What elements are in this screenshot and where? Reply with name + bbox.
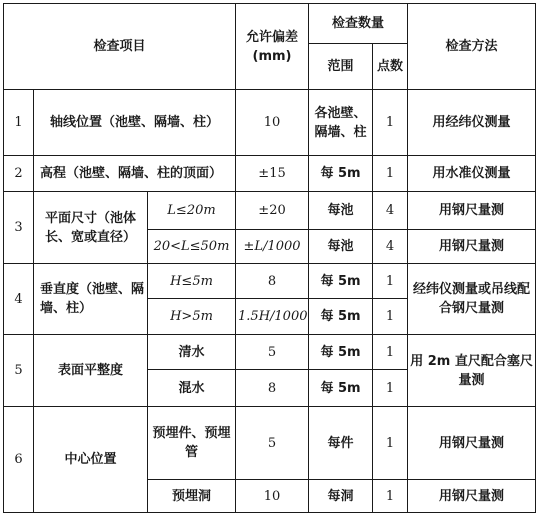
row3-sub1-method: 用钢尺量测: [408, 192, 536, 230]
row4-sub2-condition: H>5m: [148, 299, 236, 335]
row6-sub1-method: 用钢尺量测: [408, 407, 536, 480]
row4-sub2-range: 每 5m: [309, 299, 373, 335]
row5-sub1-condition: 清水: [148, 335, 236, 370]
row6-sub1-range: 每件: [309, 407, 373, 480]
row3-sub2-tolerance: ±L/1000: [236, 230, 309, 264]
row6-sub1-condition: 预埋件、预埋管: [148, 407, 236, 480]
row6-sub1-points: 1: [373, 407, 408, 480]
row6-item: 中心位置: [34, 407, 148, 513]
row4-no: 4: [4, 264, 34, 335]
row3-sub2-condition: 20<L≤50m: [148, 230, 236, 264]
row2-range: 每 5m: [309, 156, 373, 192]
header-tolerance-label: 允许偏差: [246, 29, 299, 45]
row3-sub1-tolerance: ±20: [236, 192, 309, 230]
row1-method: 用经纬仪测量: [408, 90, 536, 156]
row4-method: 经纬仪测量或吊线配合钢尺量测: [408, 264, 536, 335]
row4-sub1-range: 每 5m: [309, 264, 373, 299]
row3-sub2-range: 每池: [309, 230, 373, 264]
row4-sub1-condition: H≤5m: [148, 264, 236, 299]
row4-item: 垂直度（池壁、隔墙、柱）: [34, 264, 148, 335]
row3-sub1-points: 4: [373, 192, 408, 230]
row1-item: 轴线位置（池壁、隔墙、柱）: [34, 90, 236, 156]
row3-sub1-condition: L≤20m: [148, 192, 236, 230]
row6-sub2-range: 每洞: [309, 480, 373, 513]
row5-sub1-points: 1: [373, 335, 408, 370]
row5-sub1-tolerance: 5: [236, 335, 309, 370]
row3-item: 平面尺寸（池体长、宽或直径）: [34, 192, 148, 264]
row5-sub2-condition: 混水: [148, 370, 236, 407]
row1-tolerance: 10: [236, 90, 309, 156]
row1-range: 各池壁、隔墙、柱: [309, 90, 373, 156]
row6-sub2-condition: 预埋洞: [148, 480, 236, 513]
row6-no: 6: [4, 407, 34, 513]
row2-points: 1: [373, 156, 408, 192]
row5-sub2-tolerance: 8: [236, 370, 309, 407]
row6-sub1-tolerance: 5: [236, 407, 309, 480]
header-item: 检查项目: [4, 4, 236, 90]
row4-sub1-points: 1: [373, 264, 408, 299]
row5-sub2-points: 1: [373, 370, 408, 407]
header-range: 范围: [309, 44, 373, 90]
row2-tolerance: ±15: [236, 156, 309, 192]
row1-no: 1: [4, 90, 34, 156]
header-tolerance: [236, 4, 309, 90]
header-tolerance-unit: (mm): [252, 48, 292, 64]
row5-sub2-range: 每 5m: [309, 370, 373, 407]
row3-no: 3: [4, 192, 34, 264]
row6-sub2-tolerance: 10: [236, 480, 309, 513]
row5-method: 用 2m 直尺配合塞尺量测: [408, 335, 536, 407]
row2-item: 高程（池壁、隔墙、柱的顶面）: [34, 156, 236, 192]
row6-sub2-method: 用钢尺量测: [408, 480, 536, 513]
row4-sub1-tolerance: 8: [236, 264, 309, 299]
header-method: 检查方法: [408, 4, 536, 90]
row5-item: 表面平整度: [34, 335, 148, 407]
row3-sub2-method: 用钢尺量测: [408, 230, 536, 264]
row2-method: 用水准仪测量: [408, 156, 536, 192]
row1-points: 1: [373, 90, 408, 156]
header-points: 点数: [373, 44, 408, 90]
inspection-table: [3, 3, 536, 513]
row3-sub1-range: 每池: [309, 192, 373, 230]
row5-sub1-range: 每 5m: [309, 335, 373, 370]
row4-sub2-tolerance: 1.5H/1000: [236, 299, 309, 335]
row4-sub2-points: 1: [373, 299, 408, 335]
row5-no: 5: [4, 335, 34, 407]
row3-sub2-points: 4: [373, 230, 408, 264]
row6-sub2-points: 1: [373, 480, 408, 513]
header-quantity: 检查数量: [309, 4, 408, 44]
row2-no: 2: [4, 156, 34, 192]
